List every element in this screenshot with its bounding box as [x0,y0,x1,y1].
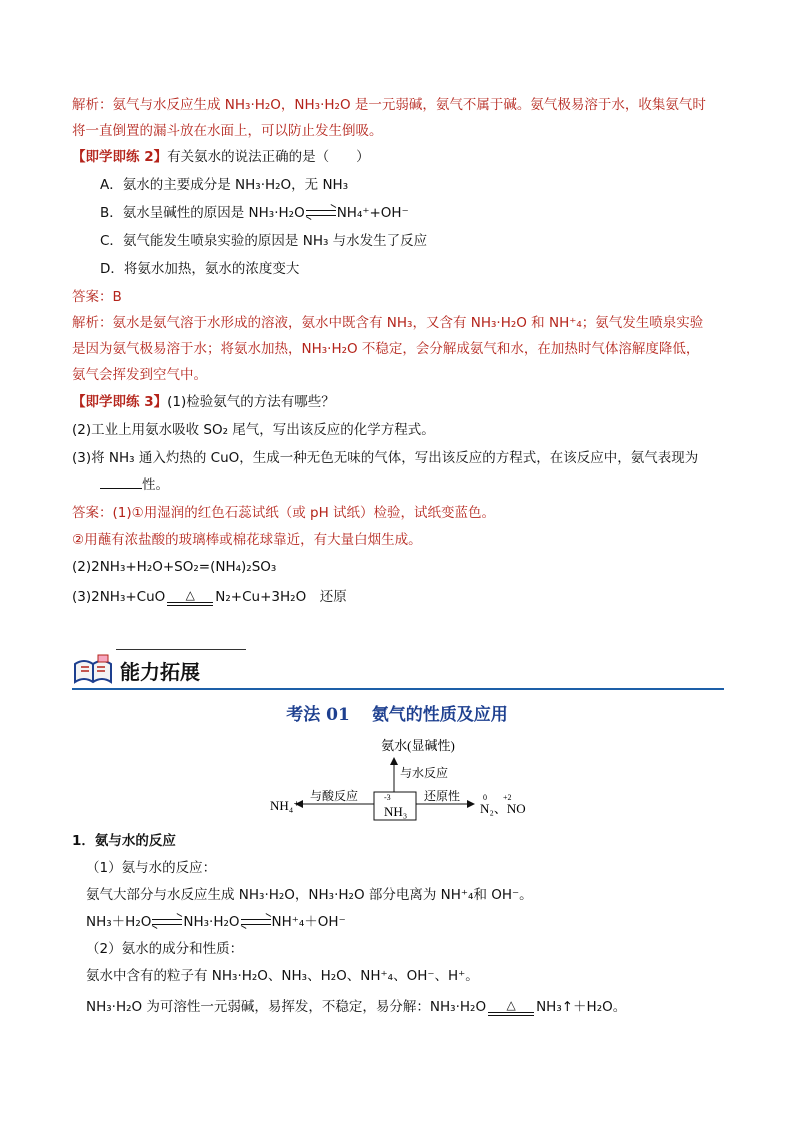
option-b [100,203,409,223]
diagram-right-node: N₂、NO [480,801,526,816]
analysis-line-2: 将一直倒置的漏斗放在水面上，可以防止发生倒吸。 [72,123,383,139]
section-title: 能力拓展 [120,660,200,684]
equation-products: N₂+Cu+3H₂O 还原 [215,589,347,605]
book-icon [72,652,114,688]
decomposition-products: NH₃↑＋H₂O。 [536,999,627,1015]
body-paragraph-3 [86,995,626,1019]
body-paragraph-1: 氨气大部分与水反应生成 NH₃·H₂O，NH₃·H₂O 部分电离为 NH⁺₄和 OH⁻。 [86,887,533,903]
analysis-line-1: 解析：氨气与水反应生成 NH₃·H₂O，NH₃·H₂O 是一元弱碱，氨气不属于碱。氨气极易溶于水，收集氨气时 [72,97,706,113]
question-tag: 【即学即练 2】 [72,149,168,165]
heat-symbol: △ [506,998,516,1012]
question-3-part-1: (1)检验氨气的方法有哪些？ [167,394,335,410]
right-oxidation-state-1: 0 [483,793,487,802]
subsection-2-title: （2）氨水的成分和性质： [86,941,244,957]
decomposition-text: NH₃·H₂O 为可溶性一元弱碱，易挥发，不稳定，易分解：NH₃·H₂O [86,999,487,1015]
answer-3-line-1: 答案：(1)①用湿润的红色石蕊试纸（或 pH 试纸）检验，试纸变蓝色。 [72,505,496,521]
answer-3-line-3: (2)2NH₃+H₂O+SO₂=(NH₄)₂SO₃ [72,559,277,575]
equilibrium-equation [86,912,346,932]
heating-arrow-icon [488,997,534,1019]
explanation-2-line-3: 氨气会挥发到空气中。 [72,367,207,383]
equation-part-3: NH⁺₄＋OH⁻ [271,914,346,930]
diagram-left-node: NH₄⁺ [270,798,301,813]
equilibrium-arrow-icon [306,206,336,220]
method-number: 考法 01 [286,705,350,725]
equation-reactants: (3)2NH₃+CuO [72,589,166,605]
option-b-text: B．氨水呈碱性的原因是 NH₃·H₂O [100,205,305,221]
option-d: D．将氨水加热，氨水的浓度变大 [100,261,300,277]
question-2 [72,147,370,167]
answer-3-line-4 [72,585,347,609]
heat-symbol: △ [185,588,195,602]
explanation-2-line-2: 是因为氨气极易溶于水；将氨水加热，NH₃·H₂O 不稳定，会分解成氨气和水，在加热时气体溶解度降低， [72,341,700,357]
question-3-part-3: (3)将 NH₃ 通入灼热的 CuO，生成一种无色无味的气体，写出该反应的方程式，在该反应中，氨气表现为 [72,450,699,466]
ammonia-property-diagram [0,734,794,829]
equilibrium-arrow-icon [241,915,271,929]
question-3 [72,392,335,412]
method-heading [0,700,794,725]
explanation-2-line-1: 解析：氨水是氨气溶于水形成的溶液，氨水中既含有 NH₃，又含有 NH₃·H₂O 和 NH⁺₄；氨气发生喷泉实验 [72,315,704,331]
answer-blank [100,474,142,489]
answer-2: 答案：B [72,289,122,305]
option-b-products: NH₄⁺+OH⁻ [336,205,409,221]
subsection-1-title: （1）氨与水的反应： [86,860,217,876]
diagram-left-label: 与酸反应 [310,789,359,803]
equilibrium-arrow-icon [152,915,182,929]
diagram-top-label: 氨水(显碱性) [381,738,455,753]
question-stem: 有关氨水的说法正确的是（ ） [167,149,370,165]
body-paragraph-2: 氨水中含有的粒子有 NH₃·H₂O、NH₃、H₂O、NH⁺₄、OH⁻、H⁺。 [86,968,479,984]
question-tag: 【即学即练 3】 [72,394,168,410]
option-a: A．氨水的主要成分是 NH₃·H₂O，无 NH₃ [100,177,349,193]
diagram-right-label: 还原性 [424,789,461,803]
diagram-center-label: NH₃ [384,804,408,819]
blank-suffix: 性。 [142,477,169,493]
question-3-blank-line [100,474,169,495]
question-3-part-2: (2)工业上用氨水吸收 SO₂ 尾气，写出该反应的化学方程式。 [72,422,435,438]
method-title: 氨气的性质及应用 [371,705,508,725]
center-oxidation-state: -3 [384,793,391,802]
equation-part-2: NH₃·H₂O [183,914,240,930]
answer-3-line-2: ②用蘸有浓盐酸的玻璃棒或棉花球靠近，有大量白烟生成。 [72,532,422,548]
section-header [72,648,724,690]
equation-part-1: NH₃＋H₂O [86,914,152,930]
heating-arrow-icon [167,587,213,609]
right-oxidation-state-2: +2 [503,793,512,802]
option-c: C．氨气能发生喷泉实验的原因是 NH₃ 与水发生了反应 [100,233,428,249]
diagram-up-label: 与水反应 [400,766,449,780]
subsection-heading: 1．氨与水的反应 [72,833,176,849]
